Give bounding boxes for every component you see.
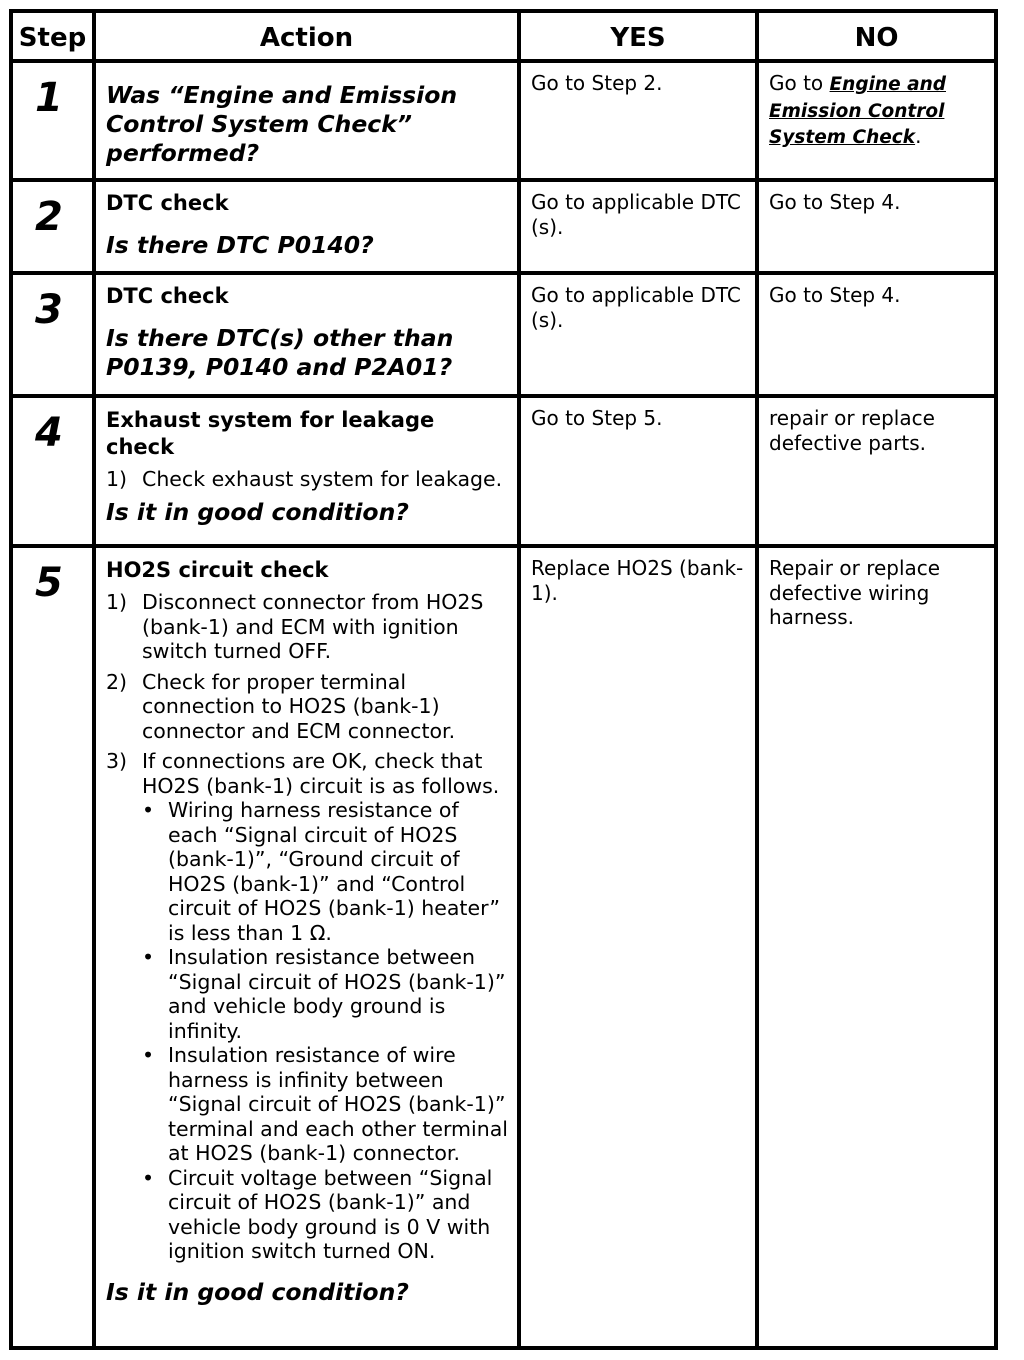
condition-item: • Insulation resistance of wire harness is infinity between “Signal circuit of HO2S (bank-1)” terminal and each other terminal at HO2S (bank-1) connector. <box>142 1043 509 1166</box>
yes-cell: Go to applicable DTC (s). <box>531 283 741 332</box>
question: Was “Engine and Emission Control System Check” performed? <box>106 81 458 167</box>
procedure-step <box>106 670 509 744</box>
no-prefix: Go to <box>769 71 830 95</box>
question: Is it in good condition? <box>106 497 409 526</box>
action-cell <box>96 398 517 544</box>
question: Is it in good condition? <box>106 1277 409 1306</box>
no-cell: Repair or replace defective wiring harness. <box>769 556 941 629</box>
yes-cell: Go to Step 5. <box>531 406 663 430</box>
yes-cell: Go to Step 2. <box>531 71 663 95</box>
action-cell <box>96 548 517 1346</box>
engine-emission-check-link[interactable]: Engine and Emission Control System Check <box>769 74 946 148</box>
step-number: 1 <box>35 75 63 121</box>
no-cell <box>759 63 994 178</box>
header-yes: YES <box>610 23 666 53</box>
header-action: Action <box>259 23 354 53</box>
action-title: Exhaust system for leakage check <box>106 408 435 459</box>
no-cell: Go to Step 4. <box>769 190 901 214</box>
step-number: 3 <box>35 287 63 333</box>
table-border-right <box>994 9 998 1350</box>
step-index: 1) <box>106 590 128 614</box>
action-title: DTC check <box>106 284 229 308</box>
condition-item: • Circuit voltage between “Signal circuit of HO2S (bank-1)” and vehicle body ground is 0 V with ignition switch turned ON. <box>142 1166 509 1264</box>
step-index: 1) <box>106 467 128 491</box>
yes-cell: Go to applicable DTC (s). <box>531 190 741 239</box>
procedure-step <box>106 590 509 664</box>
action-title: HO2S circuit check <box>106 558 329 582</box>
procedure-list <box>106 590 509 1264</box>
step-text: Disconnect connector from HO2S (bank-1) and ECM with ignition switch turned OFF. <box>142 590 484 663</box>
yes-cell: Replace HO2S (bank-1). <box>531 556 744 605</box>
question: Is there DTC(s) other than P0139, P0140 and P2A01? <box>106 324 454 381</box>
condition-item: • Insulation resistance between “Signal circuit of HO2S (bank-1)” and vehicle body ground is infinity. <box>142 945 509 1043</box>
step-index: 2) <box>106 669 128 694</box>
check-conditions-list <box>142 798 509 1264</box>
no-suffix: . <box>915 124 922 148</box>
no-cell: repair or replace defective parts. <box>769 406 935 455</box>
step-number: 5 <box>35 560 63 606</box>
header-no: NO <box>854 23 899 53</box>
procedure-step <box>106 467 509 492</box>
header-step: Step <box>18 23 87 53</box>
procedure-list <box>106 467 509 492</box>
table-border-bottom <box>9 1346 998 1350</box>
action-cell <box>96 182 517 271</box>
procedure-step <box>106 749 509 1264</box>
no-cell: Go to Step 4. <box>769 283 901 307</box>
step-number: 2 <box>35 194 63 240</box>
step-number: 4 <box>35 410 63 456</box>
step-text: Check for proper terminal connection to HO2S (bank-1) connector and ECM connector. <box>142 669 456 743</box>
action-cell <box>96 63 517 178</box>
condition-item: • Wiring harness resistance of each “Signal circuit of HO2S (bank-1)”, “Ground circuit of HO2S (bank-1)” and “Control circuit of HO2S (bank-1) heater” is less than 1 Ω. <box>142 798 509 945</box>
step-index: 3) <box>106 749 128 773</box>
step-text: Check exhaust system for leakage. <box>142 467 503 491</box>
action-cell <box>96 275 517 394</box>
step-text: If connections are OK, check that HO2S (bank-1) circuit is as follows. <box>142 749 500 798</box>
question: Is there DTC P0140? <box>106 231 374 259</box>
action-title: DTC check <box>106 191 229 215</box>
